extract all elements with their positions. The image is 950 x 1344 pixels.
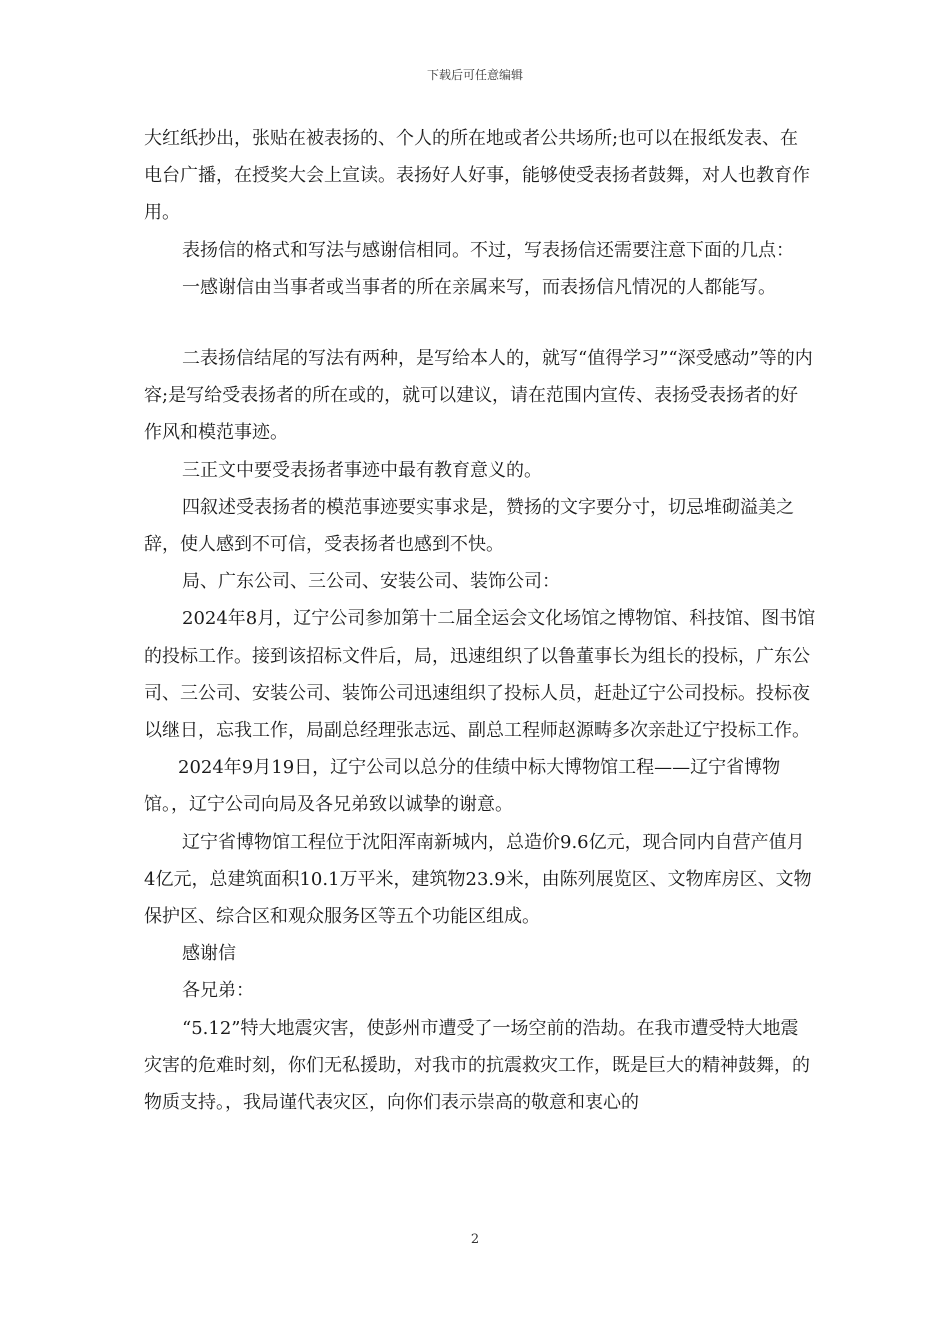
paragraph: “5.12”特大地震灾害，使彭州市遭受了一场空前的浩劫。在我市遭受特大地震灾害的危难时刻，你们无私援助，对我市的抗震救灾工作，既是巨大的精神鼓舞，的物质支持。，我局谨代表灾区，向你们表示崇高的敬意和衷心的 xyxy=(144,1017,810,1114)
paragraph: 一感谢信由当事者或当事者的所在亲属来写，而表扬信凡情况的人都能写。 xyxy=(182,276,776,298)
page-header: 下载后可任意编辑 xyxy=(426,68,523,82)
paragraph: 辽宁省博物馆工程位于沈阳浑南新城内，总造价9.6亿元，现合同内自营产值月4亿元，总建筑面积10.1万平米，建筑物23.9米，由陈列展览区、文物库房区、文物保护区、综合区和观众服务区等五个功能区组成。 xyxy=(144,831,812,928)
paragraph: 三正文中要受表扬者事迹中最有教育意义的。 xyxy=(182,459,542,481)
paragraph: 二表扬信结尾的写法有两种，是写给本人的，就写“值得学习”“深受感动”等的内容;是写给受表扬者的所在或的，就可以建议，请在范围内宣传、表扬受表扬者的好作风和模范事迹。 xyxy=(144,348,813,444)
paragraph: 表扬信的格式和写法与感谢信相同。不过，写表扬信还需要注意下面的几点： xyxy=(182,239,794,261)
document-body xyxy=(144,120,816,1121)
blank-line xyxy=(144,306,816,340)
paragraph: 四叙述受表扬者的模范事迹要实事求是，赞扬的文字要分寸，切忌堆砌溢美之辞，使人感到不可信，受表扬者也感到不快。 xyxy=(144,496,794,556)
letter-title: 感谢信 xyxy=(182,943,236,965)
paragraph: 2024年9月19日，辽宁公司以总分的佳绩中标大博物馆工程——辽宁省博物馆。，辽宁公司向局及各兄弟致以诚挚的谢意。 xyxy=(144,757,781,816)
paragraph: 大红纸抄出，张贴在被表扬的、个人的所在地或者公共场所;也可以在报纸发表、在电台广播，在授奖大会上宣读。表扬好人好事，能够使受表扬者鼓舞，对人也教育作用。 xyxy=(144,128,810,224)
salutation: 各兄弟： xyxy=(182,980,254,1002)
paragraph: 2024年8月，辽宁公司参加第十二届全运会文化场馆之博物馆、科技馆、图书馆的投标工作。接到该招标文件后，局，迅速组织了以鲁董事长为组长的投标，广东公司、三公司、安装公司、装饰公司迅速组织了投标人员，赶赴辽宁公司投标。投标夜以继日，忘我工作，局副总经理张志远、副总工程师赵源畴多次亲赴辽宁投标工作。 xyxy=(144,608,816,742)
page-number: 2 xyxy=(470,1232,480,1247)
salutation: 局、广东公司、三公司、安装公司、装饰公司： xyxy=(182,571,560,593)
